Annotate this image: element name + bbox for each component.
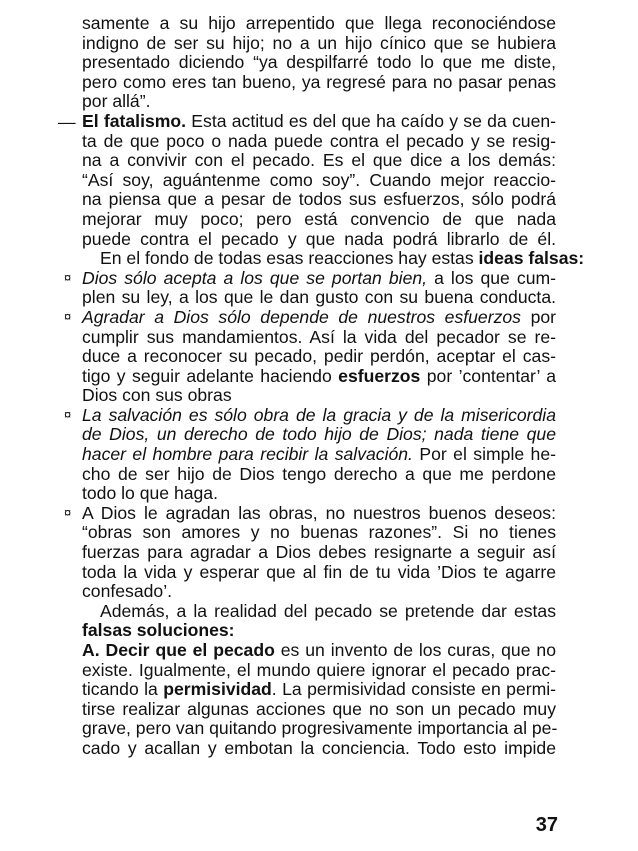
text-run: por <box>520 306 556 327</box>
text-line: indigno de ser su hijo; no a un hijo cínico que se hubiera <box>82 32 556 53</box>
bullet-icon: ¤ <box>64 308 72 324</box>
text-line: de Dios, un derecho de todo hijo de Dios; nada tiene que <box>82 424 556 445</box>
text-line <box>82 112 556 132</box>
bold-term: falsas soluciones: <box>82 620 235 641</box>
text-line: La salvación es sólo obra de la gracia y de la misericordia <box>82 404 556 425</box>
text-line: na piensa que a pesar de todos sus esfuerzos, sólo podrá <box>82 189 556 210</box>
text-line <box>82 641 556 661</box>
text-line: cumplir sus mandamientos. Así la vida del pecador se re- <box>82 326 556 347</box>
text-line: por allá”. <box>82 91 151 112</box>
text-line: cho de ser hijo de Dios tengo derecho a que me perdone <box>82 463 556 484</box>
text-line: pero como eres tan bueno, ya regresé para no pasar penas <box>82 71 556 92</box>
text-line: plen su ley, a los que le dan gusto con su buena conducta. <box>82 287 556 308</box>
text-line: existe. Igualmente, el mundo quiere ignorar el pecado prac- <box>82 659 556 680</box>
text-run: a los que cum- <box>427 267 556 288</box>
bold-term: ideas falsas: <box>478 248 585 269</box>
bold-term: El fatalismo. <box>82 110 187 131</box>
text-run: por ’contentar’ a <box>420 365 556 386</box>
text-line: presentado diciendo “ya despilfarré todo lo que me diste, <box>82 52 556 73</box>
bold-term: esfuerzos <box>338 365 421 386</box>
text-line <box>82 367 556 387</box>
text-line: na a convivir con el pecado. Es el que dice a los demás: <box>82 150 556 171</box>
text-line: cado y acallan y embotan la conciencia. Todo esto impide <box>82 737 556 758</box>
text-line <box>82 445 556 465</box>
italic-run: Agradar a Dios sólo depende de nuestros esfuerzos <box>82 306 521 327</box>
text-run: es un invento de los curas, que no <box>274 640 556 660</box>
text-line: tirse realizar algunas acciones que no son un pecado muy <box>82 698 556 719</box>
text-line <box>82 621 556 641</box>
text-line: A Dios le agradan las obras, no nuestros buenos deseos: <box>82 502 556 523</box>
text-line: Además, a la realidad del pecado se pretende dar estas <box>100 600 556 621</box>
text-line: grave, pero van quitando progresivamente importancia al pe- <box>82 718 558 739</box>
list-item <box>64 306 556 328</box>
bullet-icon: ¤ <box>64 269 72 285</box>
em-dash: — <box>58 111 76 132</box>
text-line <box>82 248 585 269</box>
text-line: puede contra el pecado y que nada podrá librarlo de él. <box>82 228 556 249</box>
italic-run: hacer el hombre para recibir la salvación. <box>82 444 413 465</box>
text-line: duce a reconocer su pecado, pedir perdón, aceptar el cas- <box>82 346 556 367</box>
page-body <box>58 13 585 759</box>
page-number: 37 <box>535 814 558 836</box>
bullet-icon: ¤ <box>64 406 72 422</box>
text-line <box>82 680 556 700</box>
text-line: mejorar muy poco; pero está convencio de que nada <box>82 208 556 229</box>
text-run: Por el simple he- <box>412 444 556 465</box>
fatalismo-paragraph <box>58 110 557 132</box>
text-run: ticando la <box>82 679 164 700</box>
text-run: . La permisividad consiste en permi- <box>271 679 557 700</box>
text-line <box>82 308 556 328</box>
text-line: confesado’. <box>82 581 172 602</box>
text-line <box>82 269 556 289</box>
list-item <box>64 267 556 289</box>
text-run: Esta actitud es del que ha caído y se da cuen- <box>186 110 557 131</box>
italic-run: Dios sólo acepta a los que se portan bien, <box>82 267 428 288</box>
bullet-icon: ¤ <box>64 504 72 520</box>
text-line: toda la vida y esperar que al fin de tu vida ’Dios te agarre <box>82 561 556 582</box>
text-line: ta de que poco o nada puede contra el pecado y se resig- <box>82 130 556 151</box>
text-line: todo lo que haga. <box>82 483 218 504</box>
text-line: samente a su hijo arrepentido que llega reconociéndose <box>82 13 556 33</box>
text-run: En el fondo de todas esas reacciones hay estas <box>100 248 479 269</box>
text-line: Dios con sus obras <box>82 385 232 406</box>
text-line: “obras son amores y no buenas razones”. Si no tienes <box>82 522 556 543</box>
list-item <box>64 502 556 524</box>
text-line: fuerzas para agradar a Dios debes resignarte a seguir así <box>82 542 556 563</box>
text-run: tigo y seguir adelante haciendo <box>82 365 339 386</box>
bold-term: permisividad <box>163 679 272 700</box>
text-line: “Así soy, aguántenme como soy”. Cuando mejor reaccio- <box>82 169 556 190</box>
list-item <box>64 404 556 426</box>
bold-term: A. Decir que el pecado <box>82 640 275 660</box>
